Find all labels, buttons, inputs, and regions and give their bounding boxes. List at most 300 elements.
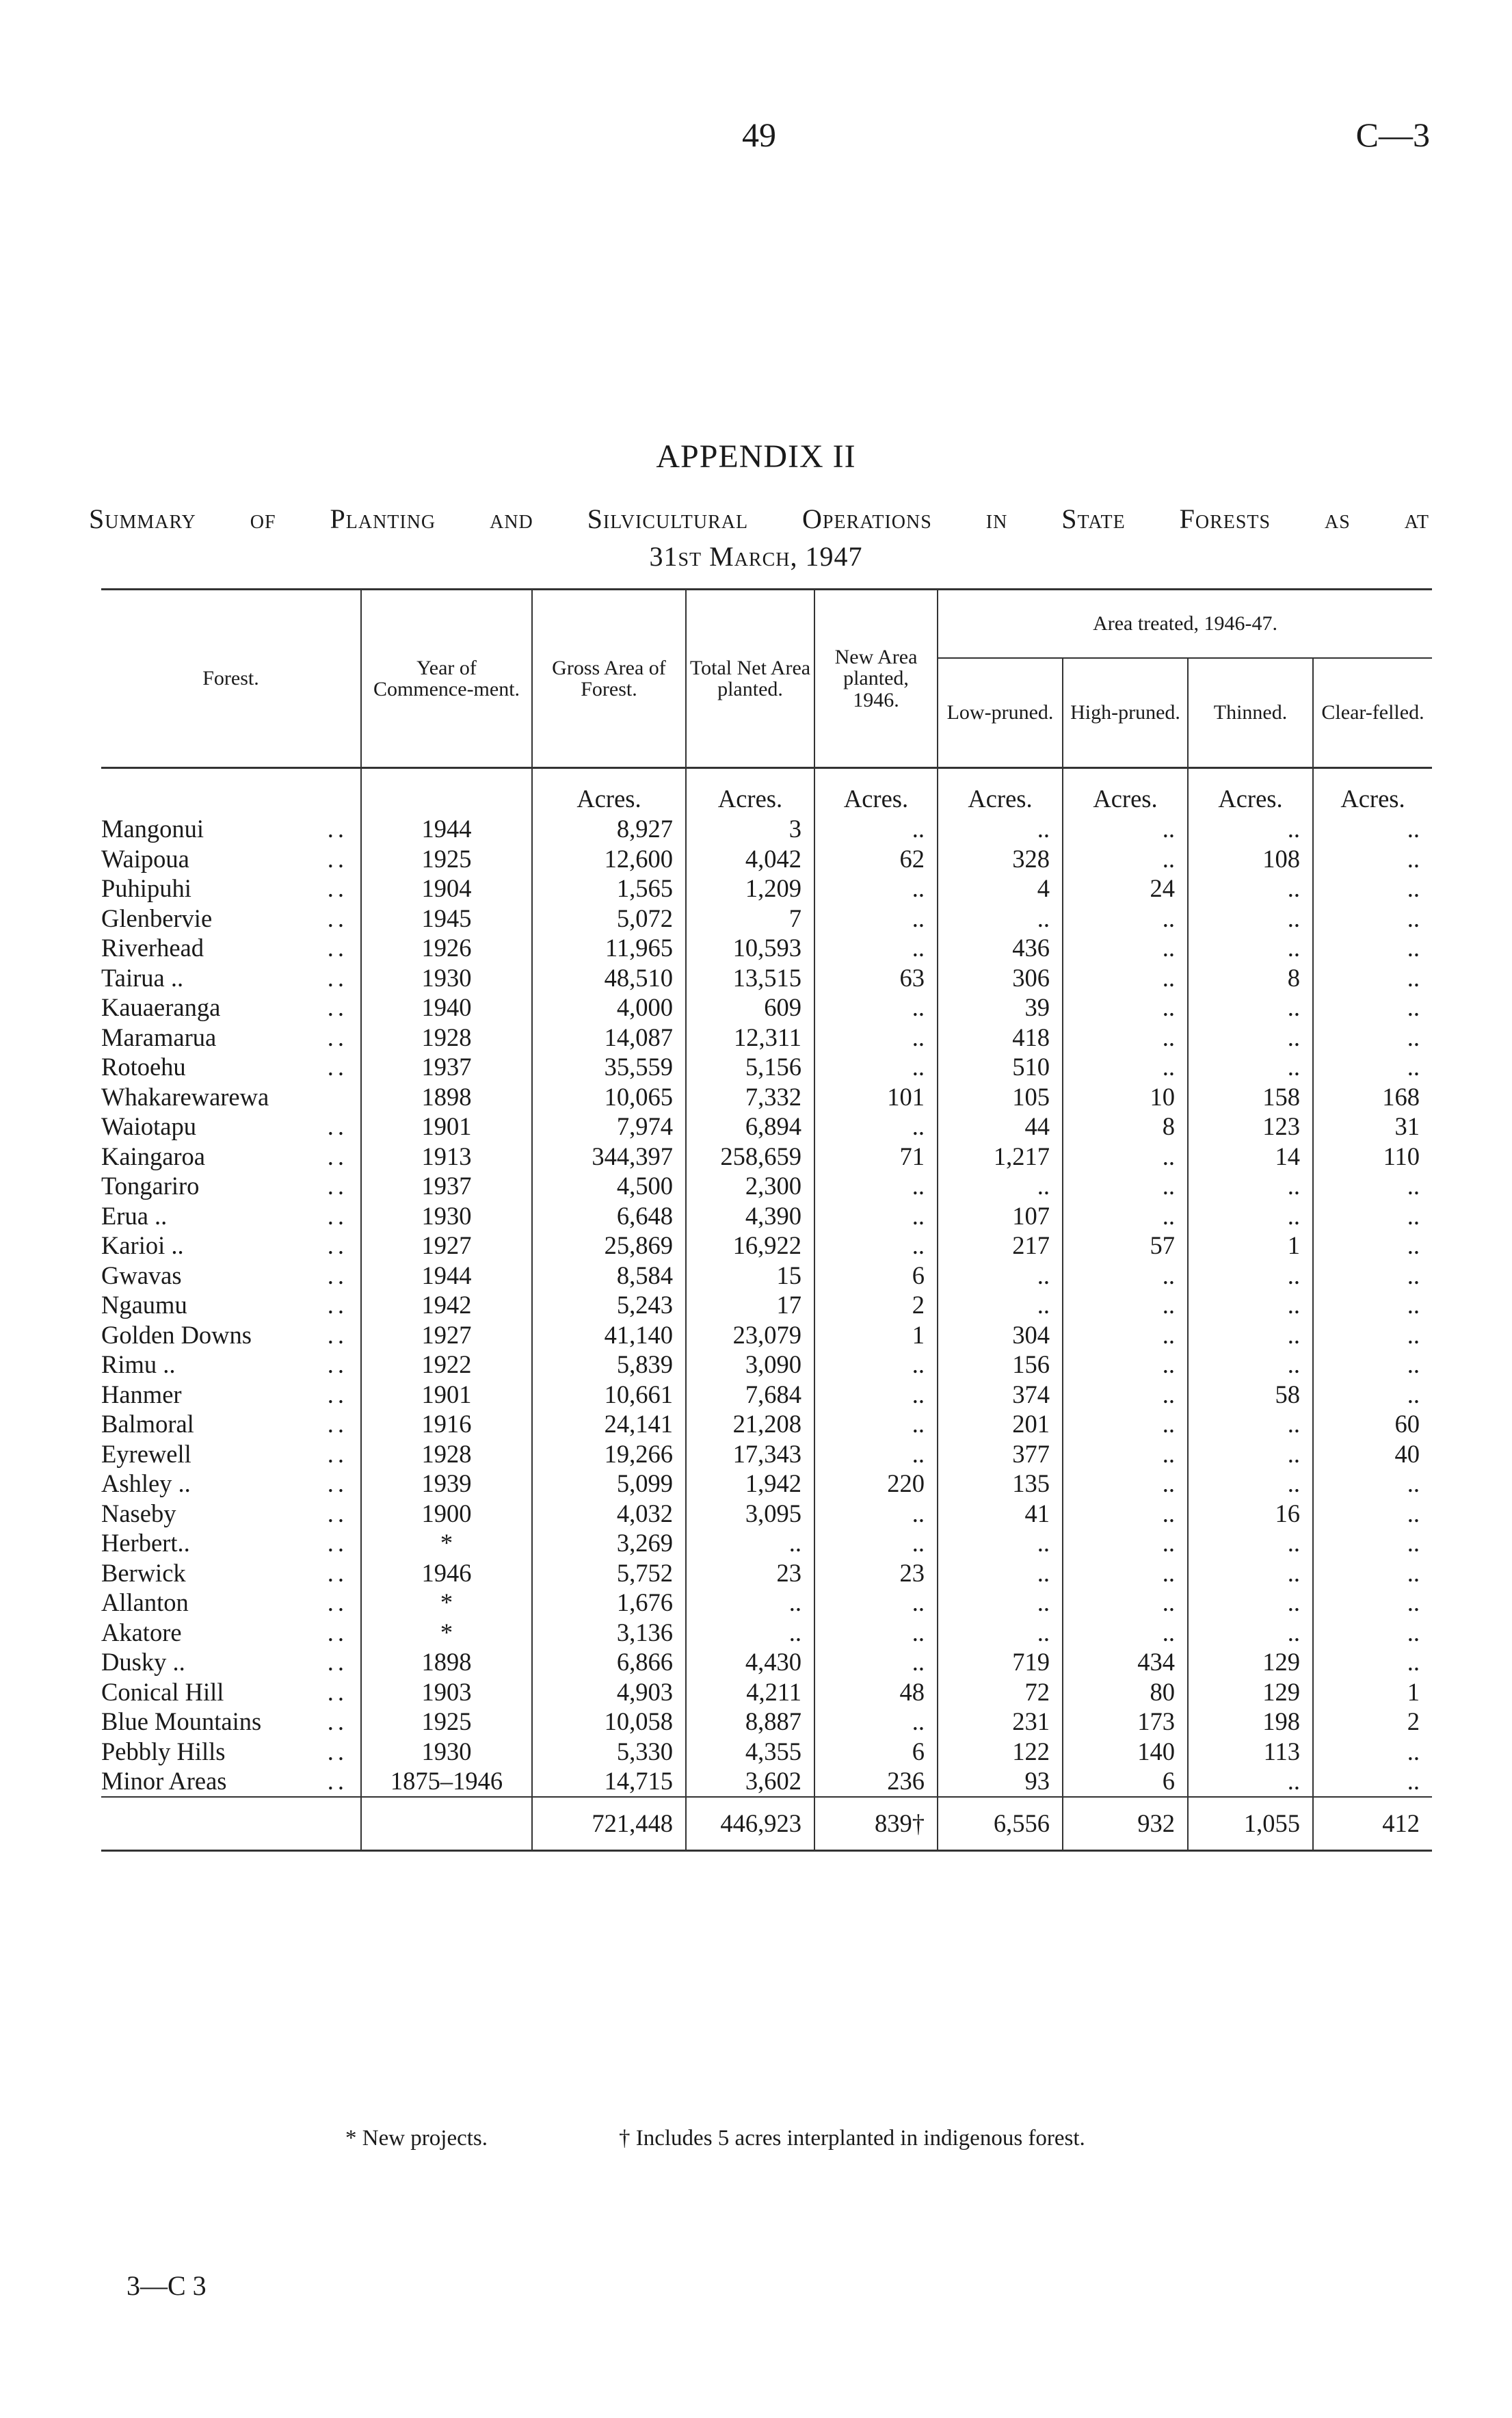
cell-high-pruned: 10 xyxy=(1063,1082,1188,1112)
table-row xyxy=(101,963,1432,993)
header-new-area: New Area planted, 1946. xyxy=(814,590,938,768)
cell-clear-felled: .. xyxy=(1313,1558,1432,1588)
leader-dots: .. xyxy=(327,1380,348,1408)
cell-total-label xyxy=(101,1797,361,1851)
cell-low-pruned: 72 xyxy=(938,1677,1063,1707)
cell-total-net-area: 5,156 xyxy=(686,1052,814,1082)
cell-clear-felled: .. xyxy=(1313,844,1432,874)
page-reference: C—3 xyxy=(1355,116,1430,154)
cell-clear-felled: .. xyxy=(1313,933,1432,963)
table-row xyxy=(101,1380,1432,1410)
total-net: 446,923 xyxy=(686,1797,814,1851)
forest-name: Karioi .. xyxy=(101,1231,184,1259)
cell-total-net-area: 3,095 xyxy=(686,1499,814,1529)
cell-clear-felled: 2 xyxy=(1313,1707,1432,1737)
cell-new-area: .. xyxy=(814,1201,938,1231)
cell-high-pruned: .. xyxy=(1063,1588,1188,1618)
table-row xyxy=(101,1201,1432,1231)
cell-clear-felled: 60 xyxy=(1313,1409,1432,1439)
cell-new-area: .. xyxy=(814,904,938,934)
cell-new-area: .. xyxy=(814,1112,938,1142)
cell-low-pruned: .. xyxy=(938,1618,1063,1648)
cell-gross-area: 19,266 xyxy=(532,1439,686,1469)
cell-high-pruned: .. xyxy=(1063,1142,1188,1172)
table-row xyxy=(101,1290,1432,1320)
cell-total-net-area: 21,208 xyxy=(686,1409,814,1439)
leader-dots: .. xyxy=(327,963,348,992)
forest-name: Akatore xyxy=(101,1618,182,1646)
cell-new-area: 220 xyxy=(814,1469,938,1499)
cell-low-pruned: 328 xyxy=(938,844,1063,874)
cell-year: 1946 xyxy=(361,1558,532,1588)
units-label: Acres. xyxy=(1188,768,1313,815)
cell-forest xyxy=(101,1618,361,1648)
forest-name: Pebbly Hills xyxy=(101,1737,226,1765)
cell-high-pruned: 57 xyxy=(1063,1231,1188,1261)
cell-gross-area: 4,500 xyxy=(532,1171,686,1201)
cell-forest xyxy=(101,904,361,934)
cell-total-net-area: 13,515 xyxy=(686,963,814,993)
units-label: Acres. xyxy=(1313,768,1432,815)
forest-name: Riverhead xyxy=(101,934,204,962)
leader-dots: .. xyxy=(327,1320,348,1349)
cell-high-pruned: 80 xyxy=(1063,1677,1188,1707)
cell-new-area: .. xyxy=(814,814,938,844)
cell-clear-felled: .. xyxy=(1313,1499,1432,1529)
forest-name: Kaingaroa xyxy=(101,1142,206,1170)
cell-low-pruned: 217 xyxy=(938,1231,1063,1261)
cell-year: 1898 xyxy=(361,1647,532,1677)
cell-gross-area: 41,140 xyxy=(532,1320,686,1350)
cell-total-net-area: 3 xyxy=(686,814,814,844)
cell-new-area: 6 xyxy=(814,1737,938,1767)
forest-name: Conical Hill xyxy=(101,1677,224,1706)
cell-low-pruned: 719 xyxy=(938,1647,1063,1677)
forest-name: Naseby xyxy=(101,1499,176,1527)
cell-low-pruned: .. xyxy=(938,814,1063,844)
units-row xyxy=(101,768,1432,815)
cell-gross-area: 4,032 xyxy=(532,1499,686,1529)
cell-thinned: 113 xyxy=(1188,1737,1313,1767)
forest-name: Allanton xyxy=(101,1588,189,1616)
cell-clear-felled: .. xyxy=(1313,1290,1432,1320)
cell-year: * xyxy=(361,1618,532,1648)
cell-gross-area: 4,903 xyxy=(532,1677,686,1707)
forest-name: Erua .. xyxy=(101,1201,168,1230)
cell-year: 1944 xyxy=(361,1261,532,1291)
cell-low-pruned: .. xyxy=(938,1528,1063,1558)
cell-forest xyxy=(101,1023,361,1053)
cell-thinned: .. xyxy=(1188,1588,1313,1618)
cell-high-pruned: .. xyxy=(1063,1409,1188,1439)
cell-gross-area: 8,927 xyxy=(532,814,686,844)
cell-total-net-area: 7,684 xyxy=(686,1380,814,1410)
table-row xyxy=(101,1231,1432,1261)
cell-forest xyxy=(101,1171,361,1201)
cell-gross-area: 6,648 xyxy=(532,1201,686,1231)
cell-gross-area: 5,330 xyxy=(532,1737,686,1767)
cell-clear-felled: .. xyxy=(1313,1171,1432,1201)
forest-name: Waipoua xyxy=(101,844,189,873)
leader-dots: .. xyxy=(327,844,348,873)
cell-low-pruned: .. xyxy=(938,1171,1063,1201)
cell-total-net-area: 6,894 xyxy=(686,1112,814,1142)
forest-operations-table xyxy=(101,588,1432,1852)
header-year: Year of Commence-ment. xyxy=(361,590,532,768)
table-row xyxy=(101,1647,1432,1677)
table-row xyxy=(101,1112,1432,1142)
cell-total-net-area: 4,042 xyxy=(686,844,814,874)
cell-clear-felled: .. xyxy=(1313,1647,1432,1677)
leader-dots: .. xyxy=(327,1439,348,1468)
cell-high-pruned: .. xyxy=(1063,1618,1188,1648)
forest-name: Kauaeranga xyxy=(101,993,221,1021)
cell-thinned: .. xyxy=(1188,1766,1313,1797)
cell-thinned: 158 xyxy=(1188,1082,1313,1112)
leader-dots: .. xyxy=(327,993,348,1021)
cell-high-pruned: .. xyxy=(1063,844,1188,874)
total-thin: 1,055 xyxy=(1188,1797,1313,1851)
cell-new-area: .. xyxy=(814,1618,938,1648)
cell-clear-felled: .. xyxy=(1313,1588,1432,1618)
table-row xyxy=(101,1171,1432,1201)
cell-gross-area: 344,397 xyxy=(532,1142,686,1172)
cell-forest xyxy=(101,963,361,993)
cell-forest xyxy=(101,873,361,904)
cell-forest xyxy=(101,1082,361,1112)
cell-high-pruned: 173 xyxy=(1063,1707,1188,1737)
cell-clear-felled: 31 xyxy=(1313,1112,1432,1142)
header-area-treated: Area treated, 1946-47. xyxy=(938,590,1432,659)
cell-new-area: .. xyxy=(814,1647,938,1677)
cell-thinned: 14 xyxy=(1188,1142,1313,1172)
cell-clear-felled: .. xyxy=(1313,1528,1432,1558)
cell-total-net-area: 3,602 xyxy=(686,1766,814,1797)
forest-name: Balmoral xyxy=(101,1410,194,1438)
cell-thinned: .. xyxy=(1188,1618,1313,1648)
cell-total-net-area: 4,390 xyxy=(686,1201,814,1231)
cell-forest xyxy=(101,1142,361,1172)
cell-thinned: .. xyxy=(1188,1201,1313,1231)
cell-new-area: 62 xyxy=(814,844,938,874)
cell-year: 1925 xyxy=(361,844,532,874)
leader-dots: .. xyxy=(327,1618,348,1646)
cell-clear-felled: .. xyxy=(1313,1023,1432,1053)
table-row xyxy=(101,844,1432,874)
cell-gross-area: 25,869 xyxy=(532,1231,686,1261)
cell-thinned: .. xyxy=(1188,1290,1313,1320)
cell-gross-area: 24,141 xyxy=(532,1409,686,1439)
cell-total-net-area: 4,211 xyxy=(686,1677,814,1707)
header-total-net-area: Total Net Area planted. xyxy=(686,590,814,768)
cell-new-area: 23 xyxy=(814,1558,938,1588)
cell-year: 1930 xyxy=(361,1737,532,1767)
cell-thinned: .. xyxy=(1188,1350,1313,1380)
cell-thinned: 8 xyxy=(1188,963,1313,993)
leader-dots: .. xyxy=(327,1142,348,1170)
cell-high-pruned: .. xyxy=(1063,1350,1188,1380)
cell-year: 1903 xyxy=(361,1677,532,1707)
cell-new-area: .. xyxy=(814,993,938,1023)
cell-high-pruned: .. xyxy=(1063,1320,1188,1350)
cell-gross-area: 10,661 xyxy=(532,1380,686,1410)
cell-total-net-area: 15 xyxy=(686,1261,814,1291)
table-row xyxy=(101,1409,1432,1439)
leader-dots: .. xyxy=(327,1737,348,1765)
cell-thinned: 16 xyxy=(1188,1499,1313,1529)
table-row xyxy=(101,1469,1432,1499)
forest-name: Ashley .. xyxy=(101,1469,191,1497)
units-label: Acres. xyxy=(686,768,814,815)
leader-dots: .. xyxy=(327,1707,348,1735)
cell-total-net-area: 16,922 xyxy=(686,1231,814,1261)
cell-high-pruned: 8 xyxy=(1063,1112,1188,1142)
appendix-title: APPENDIX II xyxy=(656,438,856,475)
header-gross-area: Gross Area of Forest. xyxy=(532,590,686,768)
cell-new-area: .. xyxy=(814,1171,938,1201)
forest-name: Rimu .. xyxy=(101,1350,176,1378)
leader-dots: .. xyxy=(327,815,348,843)
cell-year: 1945 xyxy=(361,904,532,934)
cell-new-area: .. xyxy=(814,1052,938,1082)
forest-name: Puhipuhi xyxy=(101,874,191,902)
cell-year: 1927 xyxy=(361,1231,532,1261)
cell-forest xyxy=(101,1231,361,1261)
cell-high-pruned: .. xyxy=(1063,1023,1188,1053)
cell-forest xyxy=(101,993,361,1023)
forest-name: Ngaumu xyxy=(101,1291,187,1319)
total-high: 932 xyxy=(1063,1797,1188,1851)
cell-year: 1922 xyxy=(361,1350,532,1380)
cell-forest xyxy=(101,1737,361,1767)
units-label: Acres. xyxy=(938,768,1063,815)
header-low-pruned: Low-pruned. xyxy=(938,658,1063,768)
cell-thinned: .. xyxy=(1188,814,1313,844)
cell-clear-felled: .. xyxy=(1313,1618,1432,1648)
cell-year: 1898 xyxy=(361,1082,532,1112)
total-clear: 412 xyxy=(1313,1797,1432,1851)
cell-thinned: .. xyxy=(1188,1439,1313,1469)
cell-year: 1901 xyxy=(361,1112,532,1142)
forest-name: Tongariro xyxy=(101,1172,200,1200)
cell-thinned: .. xyxy=(1188,1528,1313,1558)
cell-clear-felled: .. xyxy=(1313,1766,1432,1797)
cell-high-pruned: .. xyxy=(1063,1261,1188,1291)
cell-high-pruned: 140 xyxy=(1063,1737,1188,1767)
forest-name: Dusky .. xyxy=(101,1648,185,1676)
cell-new-area: .. xyxy=(814,1409,938,1439)
cell-forest xyxy=(101,1201,361,1231)
cell-high-pruned: .. xyxy=(1063,1439,1188,1469)
cell-year: 1875–1946 xyxy=(361,1766,532,1797)
cell-year: 1916 xyxy=(361,1409,532,1439)
cell-clear-felled: 40 xyxy=(1313,1439,1432,1469)
cell-high-pruned: .. xyxy=(1063,1171,1188,1201)
forest-name: Gwavas xyxy=(101,1261,182,1289)
cell-forest xyxy=(101,1499,361,1529)
cell-forest xyxy=(101,1588,361,1618)
cell-gross-area: 12,600 xyxy=(532,844,686,874)
cell-new-area: 63 xyxy=(814,963,938,993)
cell-thinned: .. xyxy=(1188,1558,1313,1588)
table-row xyxy=(101,1082,1432,1112)
cell-forest xyxy=(101,814,361,844)
table-row xyxy=(101,933,1432,963)
cell-high-pruned: .. xyxy=(1063,1290,1188,1320)
cell-total-net-area: 8,887 xyxy=(686,1707,814,1737)
cell-gross-area: 1,565 xyxy=(532,873,686,904)
cell-low-pruned: 418 xyxy=(938,1023,1063,1053)
cell-clear-felled: .. xyxy=(1313,1231,1432,1261)
cell-clear-felled: .. xyxy=(1313,873,1432,904)
total-gross: 721,448 xyxy=(532,1797,686,1851)
cell-gross-area: 1,676 xyxy=(532,1588,686,1618)
forest-name: Blue Mountains xyxy=(101,1707,262,1735)
cell-low-pruned: 231 xyxy=(938,1707,1063,1737)
cell-gross-area: 14,087 xyxy=(532,1023,686,1053)
cell-clear-felled: .. xyxy=(1313,1261,1432,1291)
header-forest: Forest. xyxy=(101,590,361,768)
cell-forest xyxy=(101,933,361,963)
cell-thinned: 108 xyxy=(1188,844,1313,874)
cell-low-pruned: 122 xyxy=(938,1737,1063,1767)
total-low: 6,556 xyxy=(938,1797,1063,1851)
forest-name: Maramarua xyxy=(101,1023,217,1051)
cell-total-net-area: 23 xyxy=(686,1558,814,1588)
cell-new-area: 2 xyxy=(814,1290,938,1320)
header-thinned: Thinned. xyxy=(1188,658,1313,768)
cell-new-area: 6 xyxy=(814,1261,938,1291)
footnote-new-projects: * New projects. xyxy=(345,2126,488,2151)
cell-high-pruned: .. xyxy=(1063,933,1188,963)
cell-total-net-area: 17 xyxy=(686,1290,814,1320)
cell-thinned: 198 xyxy=(1188,1707,1313,1737)
cell-year: 1913 xyxy=(361,1142,532,1172)
leader-dots: .. xyxy=(327,1648,348,1676)
forest-name: Rotoehu xyxy=(101,1053,186,1081)
leader-dots: .. xyxy=(327,1201,348,1230)
cell-year: 1928 xyxy=(361,1023,532,1053)
cell-total-net-area: 1,942 xyxy=(686,1469,814,1499)
cell-high-pruned: .. xyxy=(1063,1201,1188,1231)
table-row xyxy=(101,1707,1432,1737)
cell-low-pruned: 306 xyxy=(938,963,1063,993)
leader-dots: .. xyxy=(327,934,348,962)
cell-high-pruned: .. xyxy=(1063,1469,1188,1499)
cell-low-pruned: 201 xyxy=(938,1409,1063,1439)
cell-year: 1904 xyxy=(361,873,532,904)
forest-name: Mangonui xyxy=(101,815,204,843)
cell-forest xyxy=(101,1380,361,1410)
table-row xyxy=(101,1023,1432,1053)
forest-name: Whakarewarewa xyxy=(101,1082,269,1111)
cell-new-area: 71 xyxy=(814,1142,938,1172)
cell-gross-area: 10,058 xyxy=(532,1707,686,1737)
leader-dots: .. xyxy=(327,1350,348,1378)
leader-dots: .. xyxy=(327,874,348,902)
cell-low-pruned: 377 xyxy=(938,1439,1063,1469)
cell-gross-area: 11,965 xyxy=(532,933,686,963)
cell-gross-area: 3,269 xyxy=(532,1528,686,1558)
cell-gross-area: 7,974 xyxy=(532,1112,686,1142)
cell-new-area: 1 xyxy=(814,1320,938,1350)
cell-low-pruned: 374 xyxy=(938,1380,1063,1410)
cell-thinned: 58 xyxy=(1188,1380,1313,1410)
cell-thinned: .. xyxy=(1188,933,1313,963)
cell-forest xyxy=(101,1677,361,1707)
cell-total-net-area: 3,090 xyxy=(686,1350,814,1380)
cell-gross-area: 8,584 xyxy=(532,1261,686,1291)
cell-new-area: .. xyxy=(814,1380,938,1410)
cell-high-pruned: .. xyxy=(1063,814,1188,844)
cell-low-pruned: 39 xyxy=(938,993,1063,1023)
cell-forest xyxy=(101,1528,361,1558)
forest-name: Glenbervie xyxy=(101,904,213,932)
leader-dots: .. xyxy=(327,1677,348,1706)
cell-gross-area: 5,752 xyxy=(532,1558,686,1588)
cell-thinned: .. xyxy=(1188,1469,1313,1499)
cell-low-pruned: 156 xyxy=(938,1350,1063,1380)
cell-thinned: .. xyxy=(1188,873,1313,904)
cell-clear-felled: .. xyxy=(1313,963,1432,993)
cell-high-pruned: 24 xyxy=(1063,873,1188,904)
cell-clear-felled: .. xyxy=(1313,993,1432,1023)
cell-year: * xyxy=(361,1528,532,1558)
table-row xyxy=(101,1588,1432,1618)
cell-new-area: .. xyxy=(814,1499,938,1529)
cell-high-pruned: .. xyxy=(1063,993,1188,1023)
cell-forest xyxy=(101,1766,361,1797)
cell-new-area: 101 xyxy=(814,1082,938,1112)
cell-new-area: .. xyxy=(814,1350,938,1380)
cell-year: 1939 xyxy=(361,1469,532,1499)
cell-forest xyxy=(101,1647,361,1677)
table-row xyxy=(101,1558,1432,1588)
cell-new-area: .. xyxy=(814,1528,938,1558)
cell-low-pruned: 93 xyxy=(938,1766,1063,1797)
cell-forest xyxy=(101,1112,361,1142)
cell-total-net-area: 10,593 xyxy=(686,933,814,963)
cell-thinned: .. xyxy=(1188,1023,1313,1053)
cell-gross-area: 48,510 xyxy=(532,963,686,993)
table-row xyxy=(101,1737,1432,1767)
cell-year: 1928 xyxy=(361,1439,532,1469)
forest-name: Golden Downs xyxy=(101,1320,252,1349)
cell-low-pruned: 304 xyxy=(938,1320,1063,1350)
cell-low-pruned: 4 xyxy=(938,873,1063,904)
cell-new-area: 48 xyxy=(814,1677,938,1707)
cell-low-pruned: 105 xyxy=(938,1082,1063,1112)
cell-total-net-area: 609 xyxy=(686,993,814,1023)
table-row xyxy=(101,1439,1432,1469)
cell-high-pruned: .. xyxy=(1063,1052,1188,1082)
leader-dots: .. xyxy=(327,1291,348,1319)
cell-year: 1937 xyxy=(361,1052,532,1082)
cell-low-pruned: 107 xyxy=(938,1201,1063,1231)
cell-gross-area: 14,715 xyxy=(532,1766,686,1797)
cell-clear-felled: .. xyxy=(1313,1201,1432,1231)
cell-thinned: 123 xyxy=(1188,1112,1313,1142)
cell-gross-area: 10,065 xyxy=(532,1082,686,1112)
cell-high-pruned: 434 xyxy=(1063,1647,1188,1677)
cell-thinned: .. xyxy=(1188,1171,1313,1201)
table-row xyxy=(101,1618,1432,1648)
page-number: 49 xyxy=(742,116,776,154)
leader-dots: .. xyxy=(327,1053,348,1081)
cell-year: 1930 xyxy=(361,1201,532,1231)
table-row xyxy=(101,1499,1432,1529)
total-new: 839† xyxy=(814,1797,938,1851)
